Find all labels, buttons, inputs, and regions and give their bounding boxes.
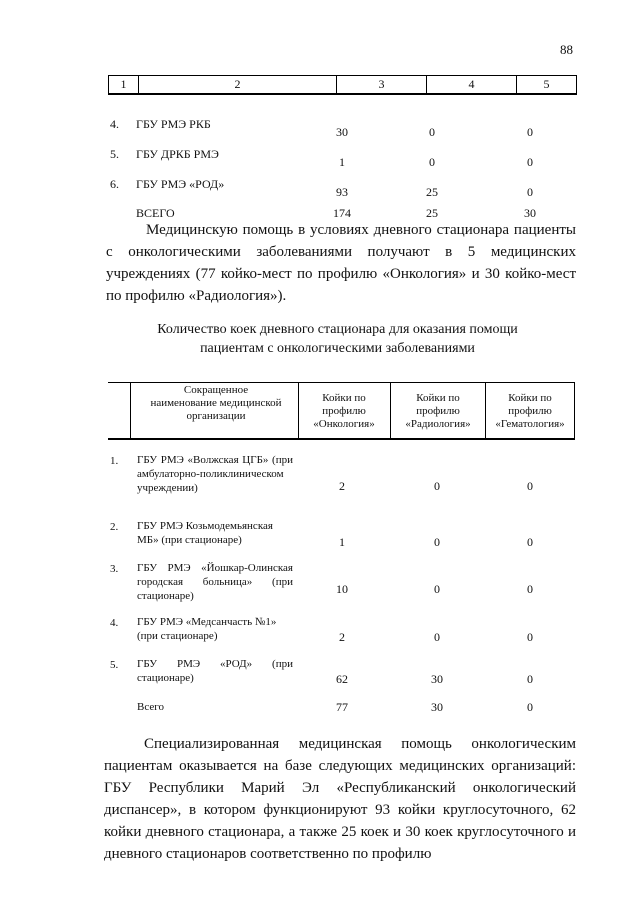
table1-row-number: 4. [110, 117, 119, 131]
table1-cell: 30 [336, 125, 348, 139]
table2-row-number: 2. [110, 521, 119, 533]
paragraph-day-hospital: Медицинскую помощь в условиях дневного стационара пациенты с онкологическими заболеваниями получают в 5 медицинских учреждениях (77 койко-мест по профилю «Онкология» и 30 койко-мест по профилю «Радиология»). [106, 222, 576, 304]
table2-header-hemato: Койки по профилю «Гематология» [495, 392, 565, 430]
table2-title-line: пациентам с онкологическими заболеваниями [200, 341, 475, 356]
table2-cell: 0 [434, 479, 440, 493]
table2-row-number: 4. [110, 617, 119, 629]
table1-cell: 93 [336, 185, 348, 199]
paragraph-specialized-care: Специализированная медицинская помощь онкологическим пациентам оказывается на базе следующих медицинских организаций: ГБУ Республики Марий Эл «Республиканский онкологический диспансер», в котором функционируют 93 койки круглосуточного, 62 койки дневного стационара, а также 25 коек и 30 коек круглосуточного и дневного стационаров соответственно по профилю [104, 736, 576, 862]
table1-header-cell: 1 [109, 76, 139, 93]
table2-cell: 0 [434, 630, 440, 644]
table1-row-name: ГБУ ДРКБ РМЭ [136, 147, 219, 161]
table1-cell: 0 [527, 125, 533, 139]
table1-header-cell: 5 [543, 77, 550, 91]
table2-total-cell: 30 [431, 700, 443, 714]
table1-total-cell: 30 [524, 206, 536, 220]
table2-row-name: ГБУ РМЭ Козьмодемьянская МБ» (при стационаре) [137, 520, 273, 546]
table2-cell: 62 [336, 672, 348, 686]
table1-header-cell: 3 [337, 76, 427, 93]
table2-cell: 0 [434, 582, 440, 596]
table1-row-number: 5. [110, 147, 119, 161]
table2-cell: 0 [527, 535, 533, 549]
table2-column-divider [390, 382, 391, 439]
table2-total-cell: 77 [336, 700, 348, 714]
table1-cell: 0 [527, 155, 533, 169]
table2-header-name: Сокращенное наименование медицинской организации [150, 384, 282, 422]
table1-cell: 0 [527, 185, 533, 199]
table2-title [110, 320, 565, 358]
table2-cell: 10 [336, 582, 348, 596]
table2-cell: 1 [339, 535, 345, 549]
table2-row-name: ГБУ РМЭ «Йошкар-Олинская городская больница» (при стационаре) [137, 562, 293, 602]
table2-column-divider [130, 382, 131, 439]
table2-title-line: Количество коек дневного стационара для оказания помощи [157, 322, 518, 337]
table1-cell: 25 [426, 185, 438, 199]
table2-total-label: Всего [137, 701, 164, 713]
table1-total-cell: 174 [333, 206, 351, 220]
table2-row-number: 5. [110, 659, 119, 671]
table2-header-radio: Койки по профилю «Радиология» [405, 392, 471, 430]
table2-header-onco: Койки по профилю «Онкология» [313, 392, 375, 430]
table2-cell: 2 [339, 630, 345, 644]
table2-cell: 0 [434, 535, 440, 549]
table2-cell: 30 [431, 672, 443, 686]
table1-row-name: ГБУ РМЭ РКБ [136, 117, 211, 131]
table1-cell: 0 [429, 125, 435, 139]
table1-header-cell: 2 [139, 76, 337, 93]
table2-row-name: ГБУ РМЭ «РОД» (при стационаре) [137, 658, 293, 684]
table2-row-number: 3. [110, 563, 119, 575]
table1-row-number: 6. [110, 177, 119, 191]
table2-total-cell: 0 [527, 700, 533, 714]
page-number: 88 [560, 42, 573, 57]
table2-row-number: 1. [110, 455, 119, 467]
table2-row-name: ГБУ РМЭ «Волжская ЦГБ» (при амбулаторно-поликлиническом учреждении) [137, 454, 293, 494]
table2-column-divider [298, 382, 299, 439]
table1-total-label: ВСЕГО [136, 206, 175, 220]
table1-header-row [108, 75, 577, 95]
table1-cell: 1 [339, 155, 345, 169]
table2-cell: 0 [527, 630, 533, 644]
table1-total-cell: 25 [426, 206, 438, 220]
table1-cell: 0 [429, 155, 435, 169]
table2-row-name: ГБУ РМЭ «Медсанчасть №1» (при стационаре) [137, 616, 277, 642]
table2-cell: 0 [527, 582, 533, 596]
table2-column-divider [574, 382, 575, 439]
table1-row-name: ГБУ РМЭ «РОД» [136, 177, 225, 191]
table2-cell: 0 [527, 479, 533, 493]
table2-column-divider [485, 382, 486, 439]
table1-header-cell: 4 [427, 76, 517, 93]
table2-cell: 2 [339, 479, 345, 493]
table2-cell: 0 [527, 672, 533, 686]
